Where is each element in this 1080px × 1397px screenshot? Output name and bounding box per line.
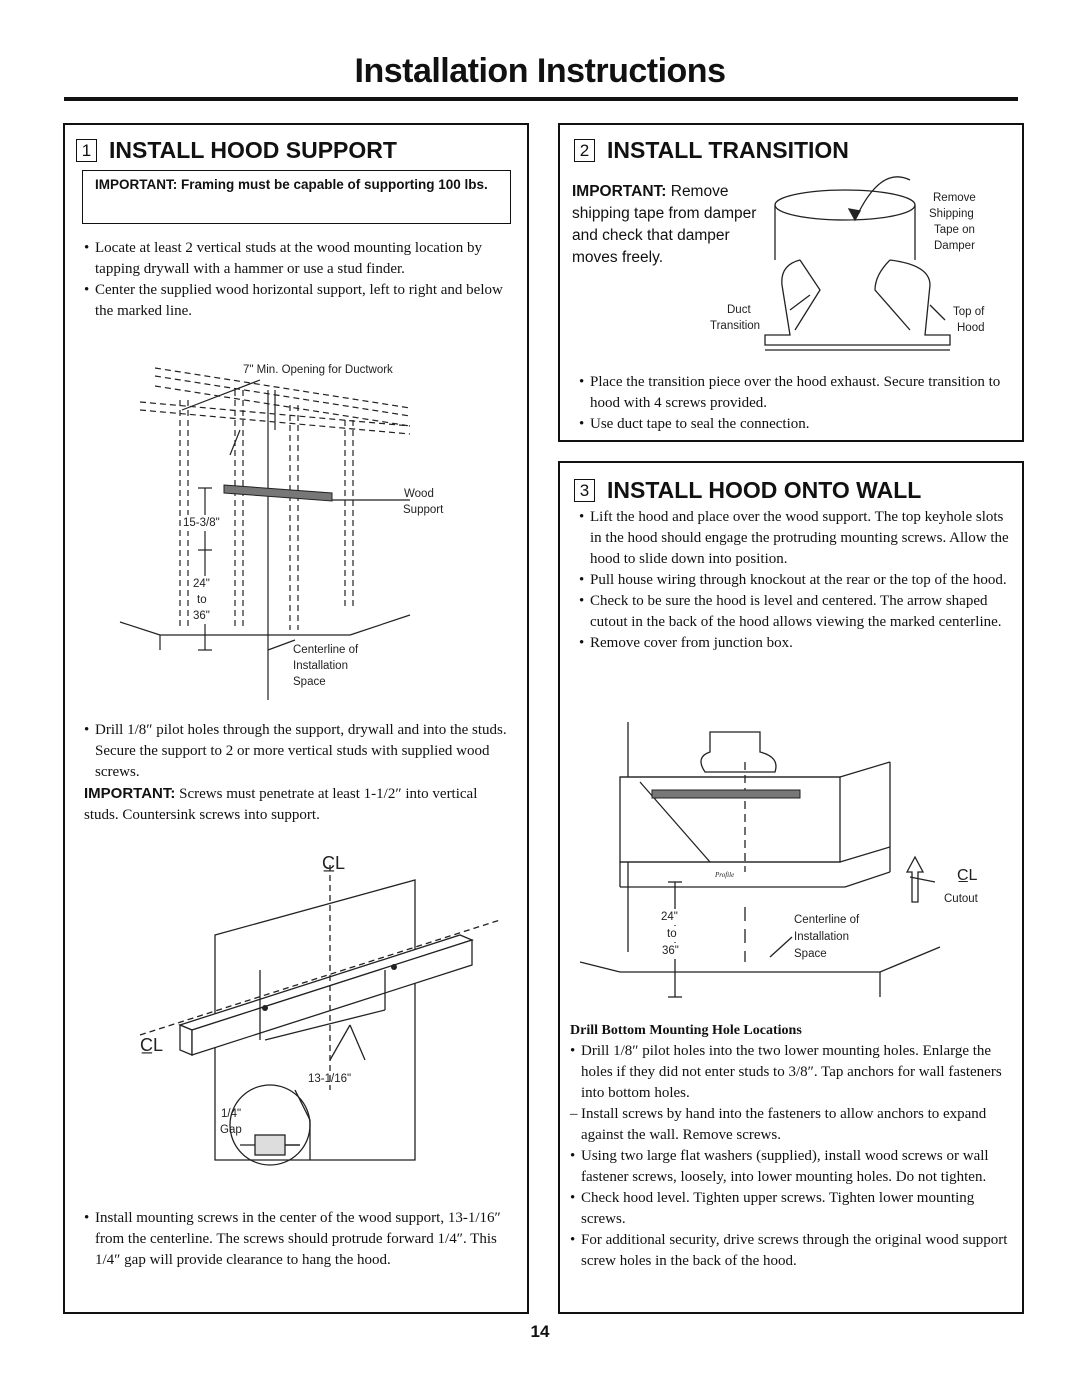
stud-framing-figure [120,360,440,700]
fig1-center-label-3: Space [293,676,326,688]
wood-support [652,790,800,798]
step2-heading: INSTALL TRANSITION [607,137,849,163]
list-text: Install screws by hand into the fasteners to allow anchors to expand against the wall. Remove screws. [581,1106,987,1143]
step3-header [574,477,921,504]
important-label: IMPORTANT: [572,183,667,200]
list-item [570,1146,1010,1188]
list-item: • Drill 1/8″ pilot holes through the support, drywall and into the studs. Secure the support to 2 or more vertical studs with supplied wood screws. [84,720,508,783]
step3-number: 3 [574,479,595,502]
list-text: Using two large flat washers (supplied), install wood screws or wall fastener screws, loosely, into lower mounting holes. Do not tighten. [581,1148,989,1185]
fig3-dim-a: 24" [661,911,678,923]
step1-bullets-c [84,1208,508,1271]
step1-important-box [82,170,511,224]
fig1-dim2b: to [197,594,207,606]
step3-subheading: Drill Bottom Mounting Hole Locations [570,1023,802,1038]
hood-brand: Profile [715,871,735,879]
list-marker: • [570,1190,576,1206]
fig2-gap-label-1: 1/4" [221,1108,242,1120]
important-text: Screws must penetrate at least 1-1/2″ into vertical studs. Countersink screws into support. [84,786,478,823]
list-item: • Lift the hood and place over the wood support. The top keyhole slots in the hood should engage the protruding mounting screws. Allow the hood to slide down into position. [579,507,1009,570]
step2-number: 2 [574,139,595,162]
fig3-dim-c: 36" [662,945,679,957]
fig-remove-label: Remove [933,192,976,204]
fig2-gap-label-2: Gap [220,1124,242,1136]
fig-tapeon-label: Tape on [934,224,975,236]
list-marker: • [570,1043,576,1059]
support-screw-figure [140,860,510,1180]
list-text: Check hood level. Tighten upper screws. Tighten lower mounting screws. [581,1190,975,1227]
step1-bullets-a [84,238,508,322]
list-item: • Remove cover from junction box. [579,633,1009,654]
fig3-cutout-label: Cutout [944,893,978,905]
fig1-center-label-1: Centerline of [293,644,359,656]
page-title: Installation Instructions [354,52,726,90]
important-label: IMPORTANT: [84,785,176,802]
fig2-centerline-left: C̲L [140,1035,164,1055]
fig1-dim1-label: 15-3/8" [183,517,220,529]
step1-header [76,137,397,164]
title-rule [64,97,1018,101]
fig-shipping-label: Shipping [929,208,974,220]
important-text: Remove shipping tape from damper and check that damper moves freely. [572,183,757,266]
fig1-center-label-2: Installation [293,660,348,672]
step1-heading: INSTALL HOOD SUPPORT [109,137,397,163]
list-marker: • [570,1148,576,1164]
hood-figure [580,722,1000,1012]
step2-bullets [579,372,1009,435]
step1-bullets-b [84,720,508,826]
list-item [570,1230,1010,1272]
list-item: • Place the transition piece over the hood exhaust. Secure transition to hood with 4 screws provided. [579,372,1009,414]
fig-topof-label: Top of [953,306,985,318]
fig-damper-label: Damper [934,240,975,252]
step1-important-text: IMPORTANT: Framing must be capable of supporting 100 lbs. [95,177,488,192]
list-text: Drill 1/8″ pilot holes into the two lower mounting holes. Enlarge the holes if they did not enter studs to 3/8″. Tap anchors for wall fasteners into bottom holes. [581,1043,1002,1101]
list-item [570,1041,1010,1104]
fig3-dim-b: to [667,928,677,940]
fig2-centerline-top: C̲L [322,853,346,873]
step3-bullets [579,507,1009,654]
fig3-center-label-2: Installation [794,931,849,943]
list-item [570,1188,1010,1230]
step1-important-note [84,783,508,826]
fig1-wood-label: Wood [404,488,434,500]
step1-number: 1 [76,139,97,162]
step3-bullets2 [570,1041,1010,1272]
fig-duct-label: Duct [727,304,751,316]
fig3-cl-label: C̲L [957,867,978,884]
list-item: • Pull house wiring through knockout at the rear or the top of the hood. [579,570,1009,591]
list-text: For additional security, drive screws through the original wood support screw holes in the back of the hood. [581,1232,1008,1269]
list-marker: • [570,1232,576,1248]
step3-heading: INSTALL HOOD ONTO WALL [607,477,922,503]
fig-hood-label: Hood [957,322,985,334]
fig1-opening-label: 7" Min. Opening for Ductwork [243,364,393,376]
list-item: • Install mounting screws in the center of the wood support, 13-1/16″ from the centerline. The screws should protrude forward 1/4″. This 1/4″ gap will provide clearance to hang the hood. [84,1208,508,1271]
fig-transition-label: Transition [710,320,761,332]
list-item [570,1104,1010,1146]
list-item: • Use duct tape to seal the connection. [579,414,1009,435]
list-item: • Center the supplied wood horizontal support, left to right and below the marked line. [84,280,508,322]
fig1-support-label: Support [403,504,444,516]
list-item: • Locate at least 2 vertical studs at the wood mounting location by tapping drywall with a hammer or use a stud finder. [84,238,508,280]
fig3-center-label-3: Space [794,948,827,960]
step2-header [574,137,849,164]
fig2-dim-label: 13-1/16" [308,1073,352,1085]
wood-support [224,485,332,501]
list-marker: – [570,1106,578,1122]
page-number: 14 [530,1322,550,1341]
step2-important-note [572,181,777,269]
list-item: • Check to be sure the hood is level and centered. The arrow shaped cutout in the back of the hood allows viewing the marked centerline. [579,591,1009,633]
fig1-dim2c: 36" [193,610,210,622]
step3-subsection [570,1020,1010,1272]
fig1-dim2a: 24" [193,578,210,590]
fig3-center-label-1: Centerline of [794,914,860,926]
